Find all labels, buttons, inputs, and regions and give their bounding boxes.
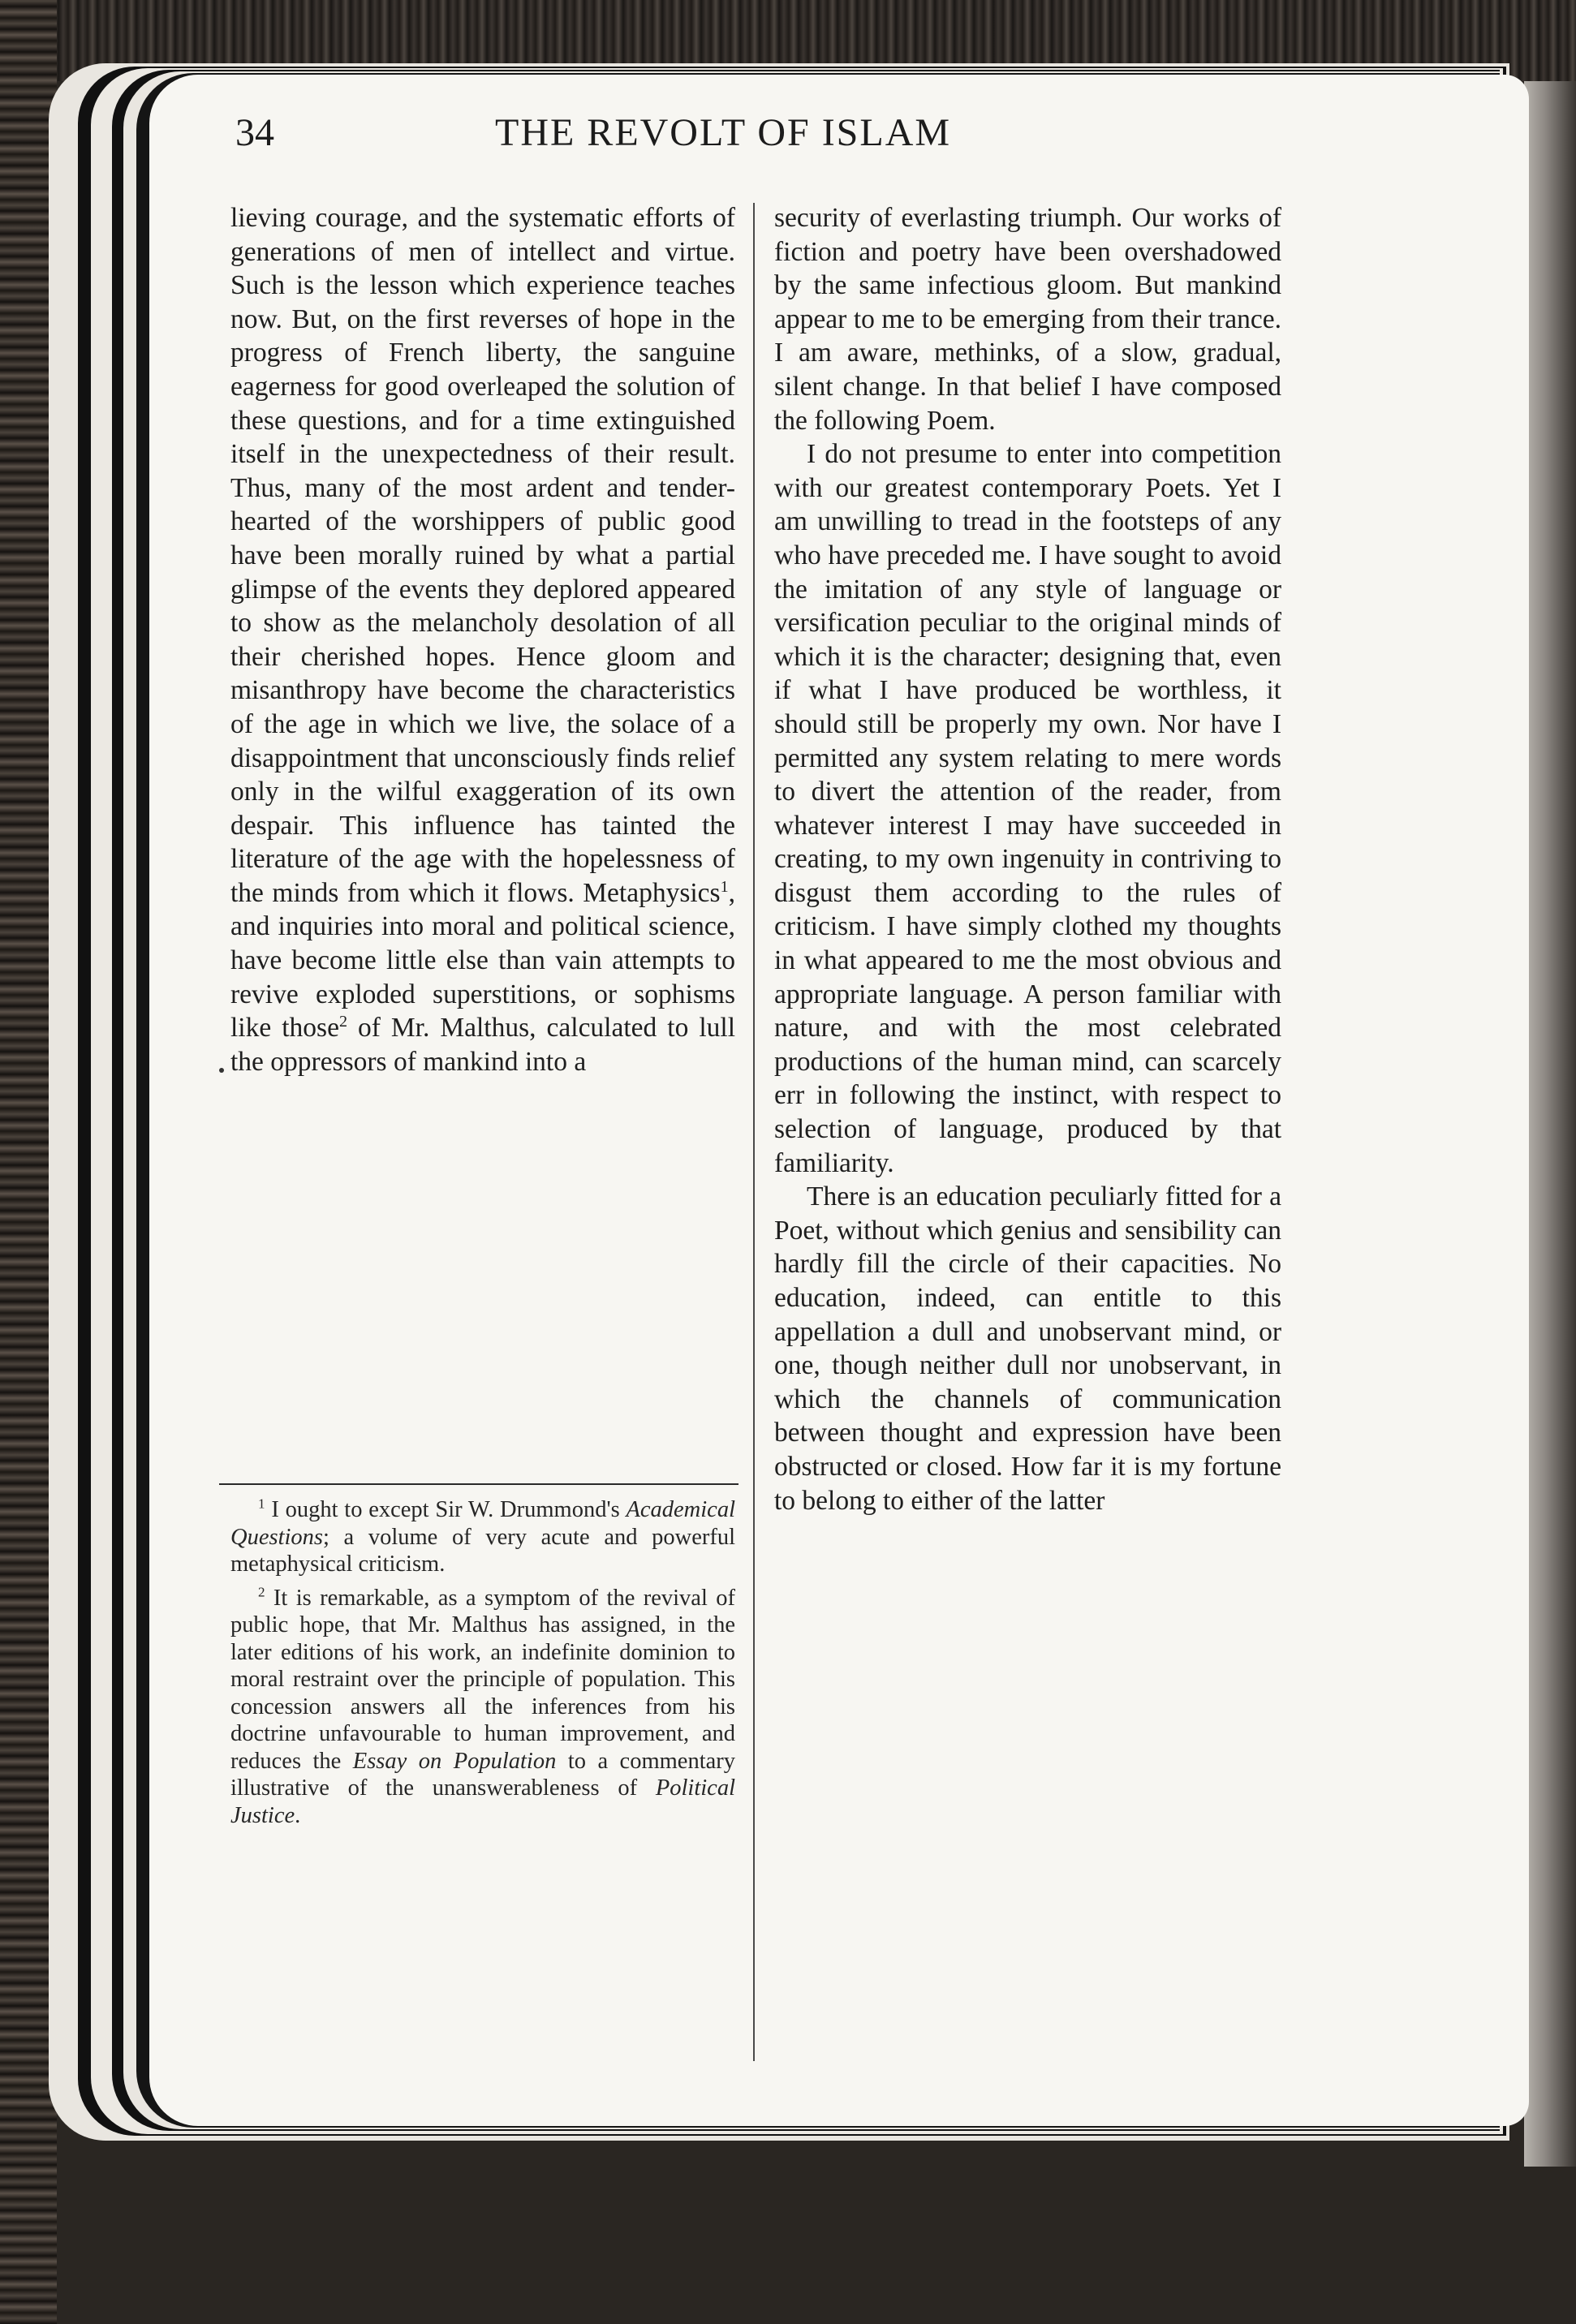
ink-speck <box>219 1068 224 1073</box>
page-right-shadow <box>1524 81 1576 2167</box>
footnote-2 <box>230 1585 735 1830</box>
footnote-marker: 2 <box>258 1584 265 1599</box>
right-paragraph-3: There is an education peculiarly fitted for a Poet, without which genius and sensibility can hardly fill the circle of their capacities. No education, indeed, can entitle to this appellation a dull and unobservant mind, or one, though neither dull nor unobservant, in which the channels of communication between thought and expression have been obstructed or closed. How far it is my fortune to belong to either of the latter <box>774 1181 1281 1516</box>
footnote-text: . <box>295 1802 301 1828</box>
right-column <box>774 201 1281 1517</box>
left-text-3: of Mr. Malthus, calculated to lull the oppressors of mankind into a <box>230 1013 735 1077</box>
footnote-ref-1: 1 <box>720 877 729 896</box>
footnote-1 <box>230 1496 735 1578</box>
left-column-paragraph <box>230 201 735 1078</box>
footnote-rule <box>219 1483 738 1485</box>
footnote-text: It is remarkable, as a symptom of the revival of public hope, that Mr. Malthus has assigned, in the later editions of his work, an indefinite dominion to moral restraint over the principle of population. This concession answers all the inferences from his doctrine unfavourable to human improvement, and reduces the <box>230 1585 735 1774</box>
right-paragraph-1: security of everlasting triumph. Our works of fiction and poetry have been overshadowed by the same infectious gloom. But mankind appear to me to be emerging from their trance. I am aware, methinks, of a slow, gradual, silent change. In that belief I have composed the following Poem. <box>774 203 1281 436</box>
footnote-text: ; a volume of very acute and powerful metaphysical criticism. <box>230 1524 735 1577</box>
footnotes <box>230 1496 735 1836</box>
left-text-2: , and inquiries into moral and political science, have become little else than vain attempts to revive exploded superstitions, or sophisms like those <box>230 877 735 1044</box>
right-paragraph-2: I do not presume to enter into competition with our greatest contemporary Poets. Yet I am unwilling to tread in the footsteps of any who have preceded me. I have sought to avoid the imitation of any style of language or versification peculiar to the original minds of which it is the character; designing that, even if what I have produced be worthless, it should still be properly my own. Nor have I permitted any system relating to mere words to divert the attention of the reader, from whatever interest I may have succeeded in creating, to my own ingenuity in contriving to disgust them according to the rules of criticism. I have simply clothed my thoughts in what appeared to me the most obvious and appropriate language. A person familiar with nature, and with the most celebrated productions of the human mind, can scarcely err in following the instinct, with respect to selection of language, produced by that familiarity. <box>774 439 1281 1178</box>
left-column <box>230 201 735 1078</box>
left-text-1: lieving courage, and the systematic efforts of generations of men of intellect and virtue. Such is the lesson which experience teaches now. But, on the first reverses of hope in the progress of French liberty, the sanguine eagerness for good overleaped the solution of these questions, and for a time extinguished itself in the unexpectedness of their result. Thus, many of the most ardent and tender-hearted of the worshippers of public good have been morally ruined by what a partial glimpse of the events they deplored appeared to show as the melancholy desolation of all their cherished hopes. Hence gloom and misanthropy have become the characteristics of the age in which we live, the solace of a disappointment that unconsciously finds relief only in the wilful exaggeration of its own despair. This influence has tainted the literature of the age with the hopelessness of the minds from which it flows. Metaphysics <box>230 203 735 908</box>
footnote-ref-2: 2 <box>338 1013 347 1031</box>
footnote-text: I ought to except Sir W. Drummond's <box>265 1497 627 1522</box>
running-head: THE REVOLT OF ISLAM <box>495 111 952 154</box>
footnote-title: Political Justice <box>230 1775 735 1828</box>
footnote-title: Essay on Population <box>352 1748 557 1774</box>
footnote-title: Academical Questions <box>230 1497 735 1550</box>
page-number: 34 <box>235 111 274 154</box>
footnote-text: to a commentary illustrative of the unanswerableness of <box>230 1748 736 1801</box>
footnote-marker: 1 <box>258 1496 265 1512</box>
column-divider <box>753 203 755 2061</box>
